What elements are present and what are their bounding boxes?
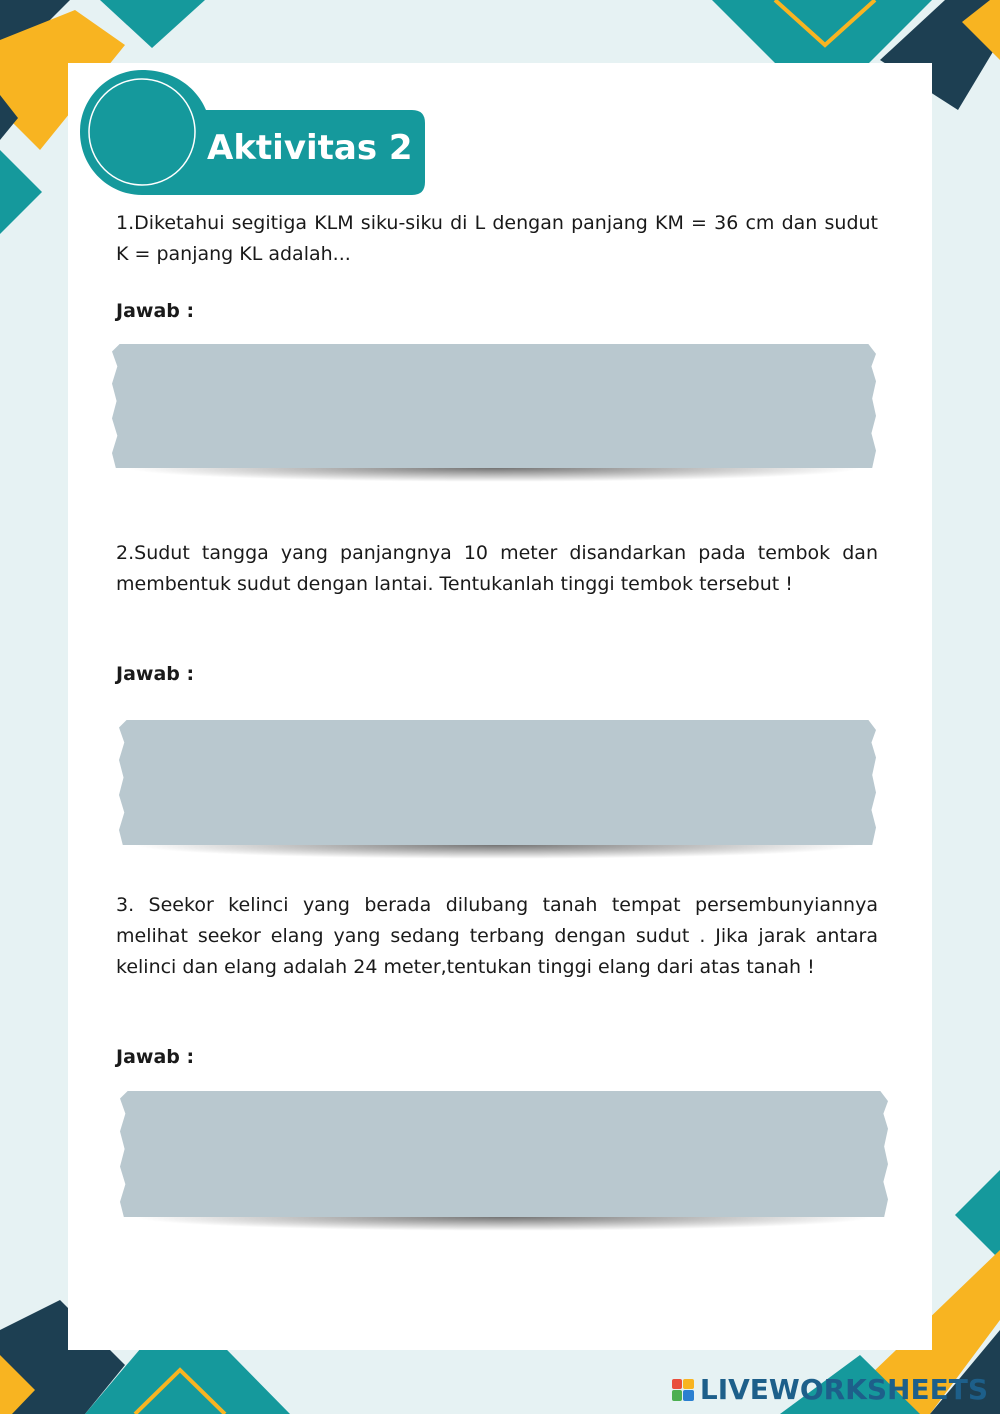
- answer-label-1: Jawab :: [116, 300, 195, 322]
- answer-label-3: Jawab :: [116, 1046, 195, 1068]
- page-title: Aktivitas 2: [207, 128, 413, 168]
- answer-box-shadow: [132, 1217, 876, 1231]
- liveworksheets-logo-icon: [672, 1379, 694, 1401]
- answer-area[interactable]: [112, 344, 876, 468]
- answer-box-shadow: [124, 468, 864, 482]
- question-3-text: 3. Seekor kelinci yang berada dilubang tanah tempat persembunyiannya melihat seekor elang yang sedang terbang dengan sudut . Jika jarak antara kelinci dan elang adalah 24 meter,tentukan tinggi elang dari atas tanah !: [116, 894, 878, 978]
- answer-box-2[interactable]: [119, 720, 876, 845]
- question-1-text: 1.Diketahui segitiga KLM siku-siku di L dengan panjang KM = 36 cm dan sudut K = panjang KL adalah...: [116, 212, 878, 265]
- answer-area[interactable]: [120, 1091, 888, 1217]
- watermark-text: LIVEWORKSHEETS: [699, 1373, 988, 1406]
- answer-box-1[interactable]: [112, 344, 876, 468]
- question-2-text: 2.Sudut tangga yang panjangnya 10 meter disandarkan pada tembok dan membentuk sudut dengan lantai. Tentukanlah tinggi tembok tersebut !: [116, 542, 878, 595]
- answer-box-3[interactable]: [120, 1091, 888, 1217]
- liveworksheets-watermark: [672, 1373, 988, 1406]
- answer-label-2: Jawab :: [116, 663, 195, 685]
- answer-box-shadow: [131, 845, 864, 859]
- answer-area[interactable]: [119, 720, 876, 845]
